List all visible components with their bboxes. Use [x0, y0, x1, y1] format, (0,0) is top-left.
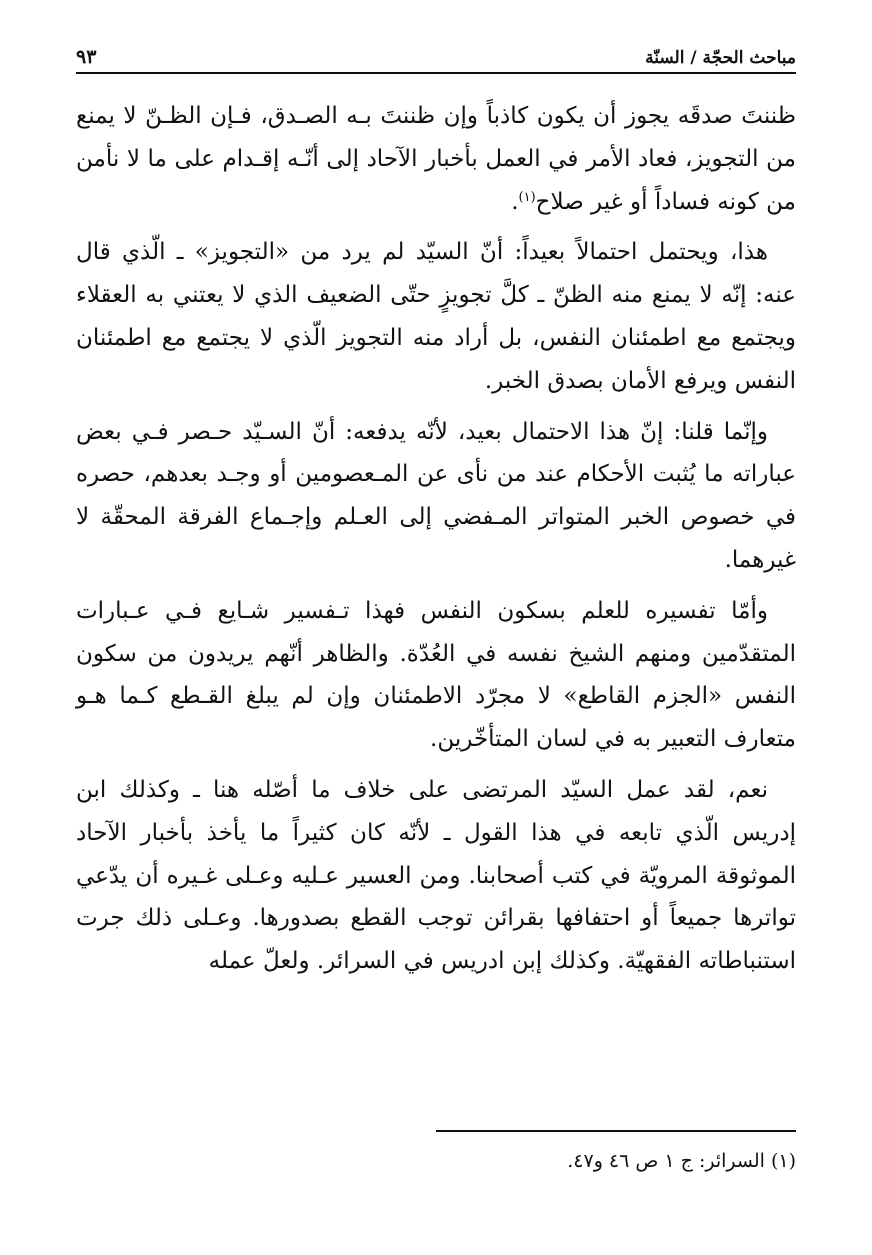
paragraph-1-tail: .	[511, 188, 519, 215]
running-title: مباحث الحجّة / السنّة	[645, 48, 796, 68]
paragraph-4: وأمّا تفسيره للعلم بسكون النفس فهذا تـفسير شـايع فـي عـبارات المتقدّمين ومنهم الشيخ نفسه في العُدّة. والظاهر أنّهم يريدون من سكون النفس «الجزم القاطع» لا مجرّد الاطمئنان وإن لم يبلغ القـطع كـما هـو متعارف التعبير به في لسان المتأخّرين.	[76, 597, 796, 753]
paragraph-5: نعم، لقد عمل السيّد المرتضى على خلاف ما أصّله هنا ـ وكذلك ابن إدريس الّذي تابعه في هذا القول ـ لأنّه كان كثيراً ما يأخذ بأخبار الآحاد الموثوقة المرويّة في كتب أصحابنا. ومن العسير عـليه وعـلى غـيره أن يدّعي تواترها جميعاً أو احتفافها بقرائن توجب القطع بصدورها. وعـلى ذلك جرت استنباطاته الفقهيّة. وكذلك إبن ادريس في السرائر. ولعلّ عمله	[76, 776, 796, 975]
page-header	[76, 38, 796, 74]
footnote-divider	[436, 1130, 796, 1132]
footnote: (١) السرائر: ج ١ ص ٤٦ و٤٧.	[567, 1150, 796, 1172]
paragraph-1-text: ظننتَ صدقَه يجوز أن يكون كاذباً وإن ظننتَ بـه الصـدق، فـإن الظـنّ لا يمنع من التجويز، فعاد الأمر في العمل بأخبار الآحاد إلى أنّـه إقـدام على ما لا نأمن من كونه فساداً أو غير صلاح	[76, 103, 796, 215]
paragraph-1	[76, 95, 796, 223]
footnote-reference: (١)	[518, 189, 536, 205]
body-text	[76, 95, 796, 991]
page-number: ٩٣	[76, 46, 97, 68]
paragraph-3: وإنّما قلنا: إنّ هذا الاحتمال بعيد، لأنّه يدفعه: أنّ السـيّد حـصر فـي بعض عباراته ما يُثبت الأحكام عند من نأى عن المـعصومين أو وجـد بعدهم، حصره في خصوص الخبر المتواتر المـفضي إلى العـلم وإجـماع الفرقة المحقّة لا غيرهما.	[76, 418, 796, 573]
paragraph-2: هذا، ويحتمل احتمالاً بعيداً: أنّ السيّد لم يرد من «التجويز» ـ الّذي قال عنه: إنّه لا يمنع منه الظنّ ـ كلَّ تجويزٍ حتّى الضعيف الذي لا يعتني به العقلاء ويجتمع مع اطمئنان النفس، بل أراد منه التجويز الّذي لا يجتمع مع اطمئنان النفس ويرفع الأمان بصدق الخبر.	[76, 239, 796, 394]
